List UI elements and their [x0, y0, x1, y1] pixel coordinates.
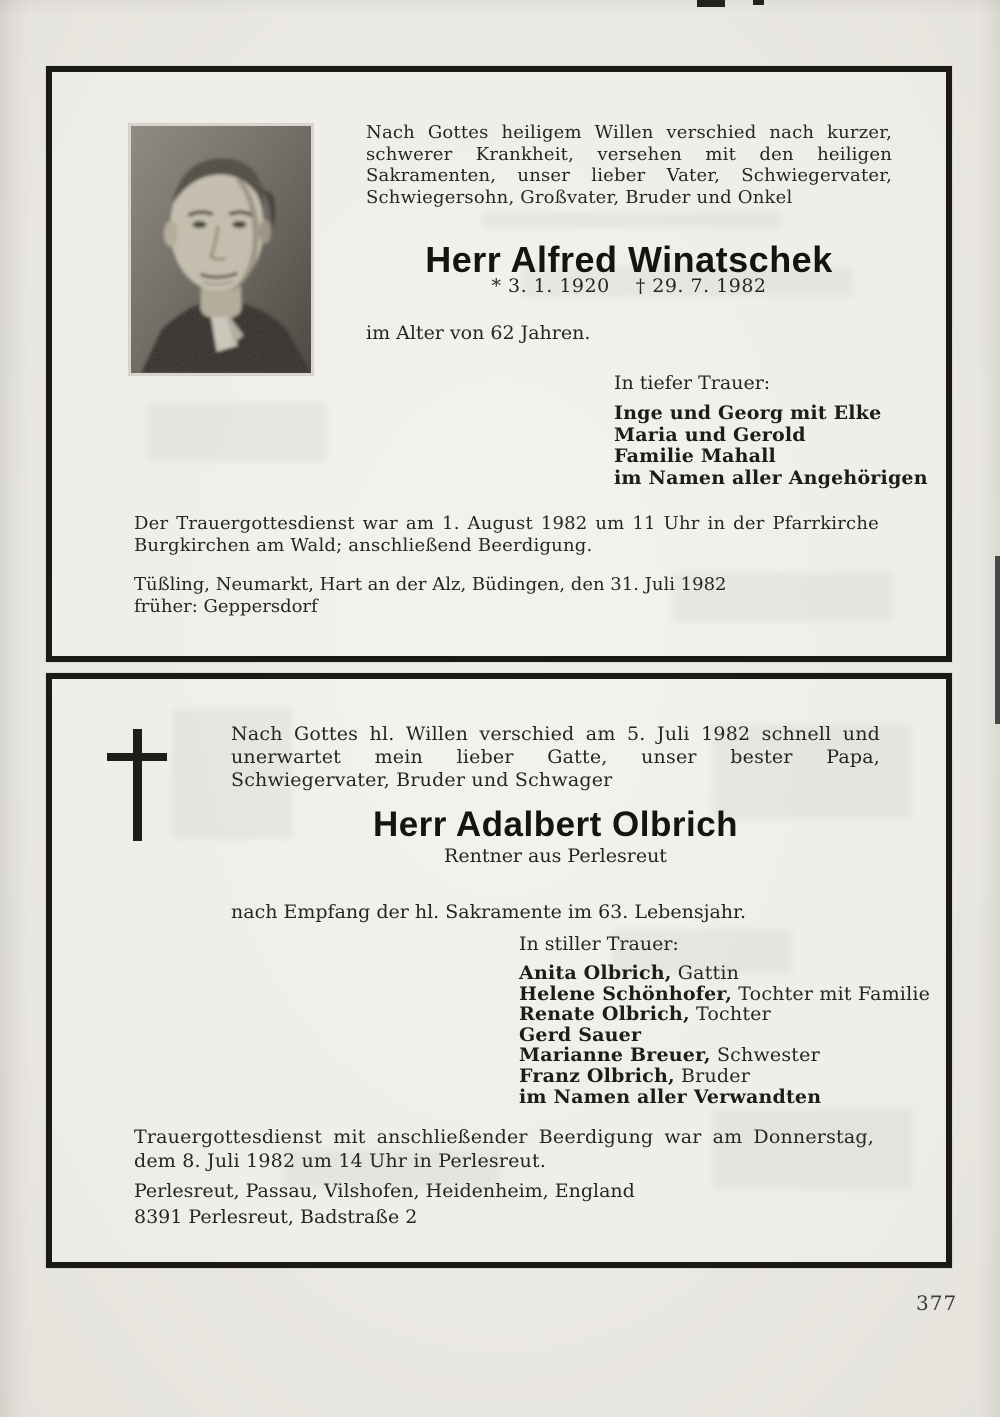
mourner-line: [519, 963, 930, 984]
notice1-intro-text: Nach Gottes heiligem Willen verschied nach kurzer, schwerer Krankheit, versehen mit den heiligen Sakramenten, unser lieber Vater, Schwiegervater, Schwiegersohn, Großvater, Bruder und Onkel: [366, 122, 892, 208]
notice1-life-dates: [366, 275, 892, 297]
notice1-birth-date: * 3. 1. 1920: [491, 275, 610, 297]
mourner-line: [519, 1066, 930, 1087]
mourner-line: [519, 984, 930, 1005]
mourner-name: Helene Schönhofer,: [519, 982, 733, 1005]
mourner-name: Marianne Breuer,: [519, 1044, 711, 1067]
notice1-places-line: Tüßling, Neumarkt, Hart an der Alz, Büdingen, den 31. Juli 1982: [134, 574, 727, 595]
scan-mark: [753, 0, 764, 5]
notice2-sacrament-line: nach Empfang der hl. Sakramente im 63. Lebensjahr.: [231, 901, 747, 923]
mourner-line: Inge und Georg mit Elke: [614, 402, 882, 424]
mourner-name: Gerd Sauer: [519, 1023, 642, 1046]
cross-icon: [107, 729, 167, 841]
notice1-death-date: † 29. 7. 1982: [635, 275, 767, 297]
mourner-role: Tochter mit Familie: [732, 982, 931, 1005]
mourner-role: Tochter: [689, 1003, 771, 1026]
notice1-service-text: Der Trauergottesdienst war am 1. August 1982 um 11 Uhr in der Pfarrkirche Burgkirchen am Wald; anschließend Beerdigung.: [134, 513, 879, 556]
page-number: 377: [916, 1291, 958, 1315]
mourner-line: [519, 1087, 930, 1108]
mourner-line: Familie Mahall: [614, 445, 776, 467]
scan-mark: [697, 0, 725, 7]
scan-edge-line: [995, 556, 1000, 724]
obituary-notice-winatschek: [46, 66, 952, 662]
mourner-line: [519, 1045, 930, 1066]
notice2-subtitle: Rentner aus Perlesreut: [444, 845, 667, 867]
bleedthrough-smudge: [482, 212, 782, 228]
notice1-age-line: im Alter von 62 Jahren.: [366, 322, 591, 344]
notice2-deceased-name: Herr Adalbert Olbrich: [372, 805, 739, 844]
obituary-notice-olbrich: [46, 673, 952, 1268]
mourner-name: im Namen aller Verwandten: [519, 1085, 822, 1108]
mourner-name: Anita Olbrich,: [519, 962, 672, 984]
mourner-line: [519, 1025, 930, 1046]
mourner-role: Gattin: [671, 962, 740, 984]
portrait-photo: [129, 124, 313, 375]
notice2-places-line: Perlesreut, Passau, Vilshofen, Heidenheim, England: [134, 1180, 635, 1202]
portrait-photo-image: [131, 126, 311, 373]
bleedthrough-smudge: [147, 402, 327, 462]
mourner-line: im Namen aller Angehörigen: [614, 466, 928, 489]
notice2-address-line: 8391 Perlesreut, Badstraße 2: [134, 1206, 418, 1228]
notice1-deceased-name: Herr Alfred Winatschek: [425, 239, 833, 280]
mourner-line: Maria und Gerold: [614, 423, 806, 446]
notice2-mourners-list: [519, 963, 930, 1107]
mourner-name: Renate Olbrich,: [519, 1003, 690, 1026]
notice1-former-line: früher: Geppersdorf: [134, 596, 318, 617]
mourner-name: Franz Olbrich,: [519, 1064, 675, 1087]
notice2-mourning-label: In stiller Trauer:: [519, 933, 679, 955]
mourner-role: Bruder: [674, 1064, 750, 1087]
notice2-intro-text: Nach Gottes hl. Willen verschied am 5. Juli 1982 schnell und unerwartet mein lieber Gatte, unser bester Papa, Schwiegervater, Bruder und Schwager: [231, 723, 880, 791]
mourner-role: Schwester: [710, 1044, 820, 1067]
notice1-mourners-list: [614, 403, 928, 489]
mourner-line: [519, 1004, 930, 1025]
notice2-service-text: Trauergottesdienst mit anschließender Beerdigung war am Donnerstag, dem 8. Juli 1982 um 14 Uhr in Perlesreut.: [134, 1126, 874, 1172]
notice1-mourning-label: In tiefer Trauer:: [614, 372, 771, 394]
